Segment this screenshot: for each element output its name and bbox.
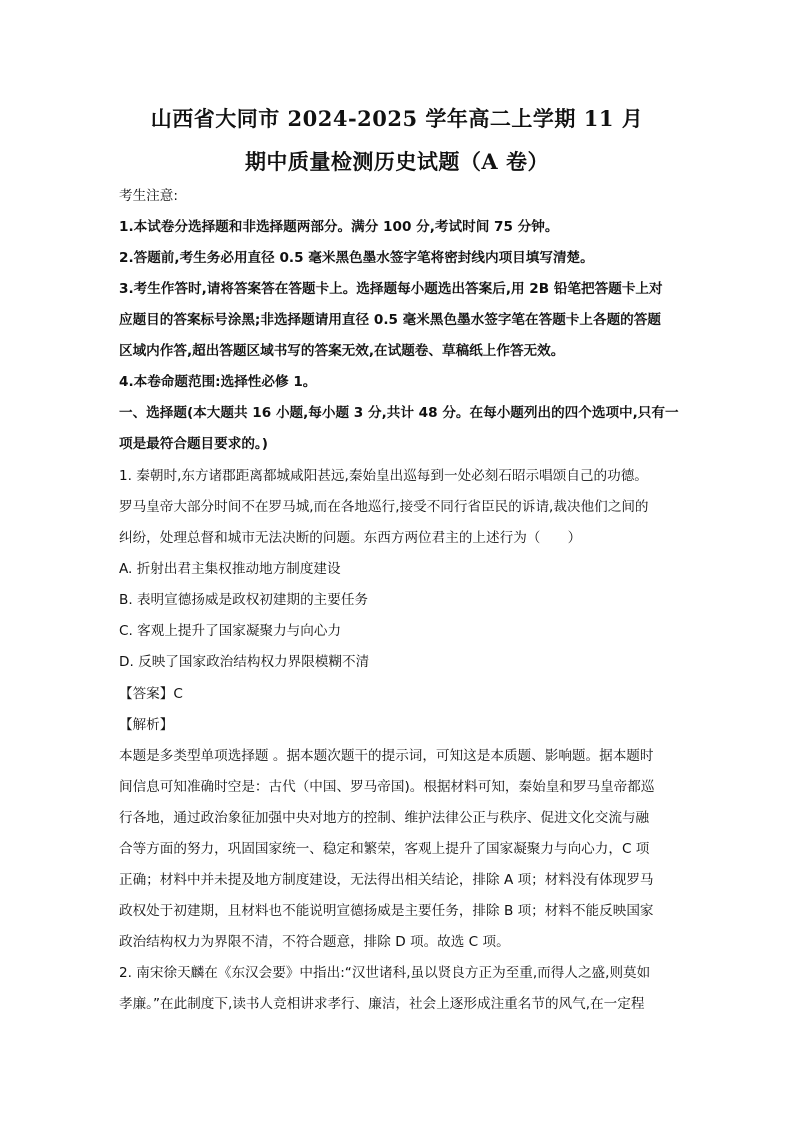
q1-answer: 【答案】C — [119, 686, 183, 702]
section-heading-line1: 一、选择题(本大题共 16 小题,每小题 3 分,共计 48 分。在每小题列出的四个选项中,只有一 — [119, 405, 679, 421]
notice-heading: 考生注意: — [119, 188, 178, 204]
q2-stem-line1: 2. 南宋徐天麟在《东汉会要》中指出:“汉世诸科,虽以贤良方正为至重,而得人之盛,则莫如 — [119, 965, 651, 981]
exam-title-line1: 山西省大同市 2024-2025 学年高二上学期 11 月 — [150, 106, 644, 131]
q1-stem-line3: 纠纷，处理总督和城市无法决断的问题。东西方两位君主的上述行为（ ） — [119, 530, 582, 546]
q1-analysis-line2: 间信息可知准确时空是：古代（中国、罗马帝国)。根据材料可知，秦始皇和罗马皇帝都巡 — [119, 779, 655, 795]
q2-stem-line2: 孝廉。”在此制度下,读书人竞相讲求孝行、廉洁，社会上逐形成注重名节的风气,在一定程 — [119, 996, 645, 1012]
q1-option-b: B. 表明宣德扬威是政权初建期的主要任务 — [119, 592, 369, 608]
q1-analysis-line4: 合等方面的努力，巩固国家统一、稳定和繁荣，客观上提升了国家凝聚力与向心力，C 项 — [119, 841, 650, 857]
q1-analysis-line3: 行各地，通过政治象征加强中央对地方的控制、维护法律公正与秩序、促进文化交流与融 — [119, 810, 650, 826]
q1-analysis-line7: 政治结构权力为界限不清，不符合题意，排除 D 项。故选 C 项。 — [119, 934, 510, 950]
notice-item-2: 2.答题前,考生务必用直径 0.5 毫米黑色墨水签字笔将密封线内项目填写清楚。 — [119, 250, 594, 266]
q1-option-d: D. 反映了国家政治结构权力界限模糊不清 — [119, 654, 370, 670]
q1-stem-line1: 1. 秦朝时,东方诸郡距离都城咸阳甚远,秦始皇出巡每到一处必刻石昭示唱颂自己的功德。 — [119, 468, 648, 484]
exam-title-line2: 期中质量检测历史试题（A 卷） — [244, 149, 550, 174]
q1-option-a: A. 折射出君主集权推动地方制度建设 — [119, 561, 341, 577]
q1-option-c: C. 客观上提升了国家凝聚力与向心力 — [119, 623, 342, 639]
q1-analysis-line5: 正确；材料中并未提及地方制度建设，无法得出相关结论，排除 A 项；材料没有体现罗马 — [119, 872, 654, 888]
notice-item-3-line2: 应题目的答案标号涂黑;非选择题请用直径 0.5 毫米黑色墨水签字笔在答题卡上各题的答题 — [119, 312, 661, 328]
notice-item-3-line3: 区域内作答,超出答题区域书写的答案无效,在试题卷、草稿纸上作答无效。 — [119, 343, 565, 359]
q1-analysis-line1: 本题是多类型单项选择题 。据本题次题干的提示词，可知这是本质题、影响题。据本题时 — [119, 748, 654, 764]
section-heading-line2: 项是最符合题目要求的。) — [119, 436, 268, 452]
notice-item-3-line1: 3.考生作答时,请将答案答在答题卡上。选择题每小题选出答案后,用 2B 铅笔把答题卡上对 — [119, 281, 663, 297]
q1-analysis-line6: 政权处于初建期，且材料也不能说明宣德扬威是主要任务，排除 B 项；材料不能反映国家 — [119, 903, 654, 919]
q1-stem-line2: 罗马皇帝大部分时间不在罗马城,而在各地巡行,接受不同行省臣民的诉请,裁决他们之间的 — [119, 499, 649, 515]
q1-analysis-label: 【解析】 — [119, 717, 174, 733]
notice-item-4: 4.本卷命题范围:选择性必修 1。 — [119, 374, 317, 390]
notice-item-1: 1.本试卷分选择题和非选择题两部分。满分 100 分,考试时间 75 分钟。 — [119, 219, 559, 235]
